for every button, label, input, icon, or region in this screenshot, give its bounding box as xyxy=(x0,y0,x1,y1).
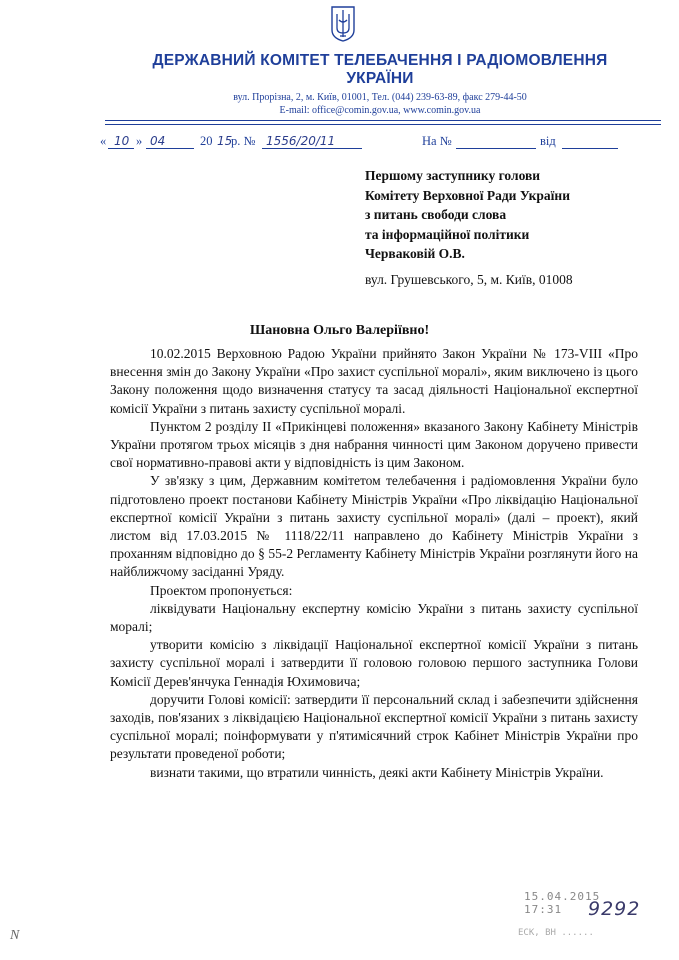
header-divider-thin xyxy=(105,124,661,125)
stamp-number: 9292 xyxy=(588,898,641,920)
organization-name xyxy=(110,52,650,88)
day-underline xyxy=(108,148,134,149)
header-divider xyxy=(105,120,661,121)
coat-of-arms-icon xyxy=(331,6,355,42)
month-underline xyxy=(146,148,194,149)
close-quote: » xyxy=(136,134,143,148)
recipient-line: та інформаційної політики xyxy=(365,226,530,242)
paragraph: Пунктом 2 розділу II «Прикінцеві положення» вказаного Закону Кабінету Міністрів України протягом трьох місяців з дня набрання чинності цим Законом доручено привести свої нормативно-правові акти у відповідність із цим Законом. xyxy=(110,418,638,471)
stamp-code: ЕСК, ВН ...... xyxy=(518,928,594,938)
paragraph: ліквідувати Національну експертну комісію України з питань захисту суспільної моралі; xyxy=(110,600,638,635)
paragraph: 10.02.2015 Верховною Радою України прийнято Закон України № 173-VIII «Про внесення змін до Закону України «Про захист суспільної моралі», яким виключено із цього Закону положення щодо визначення статусу та засад діяльності Національної експертної комісії України з питань захисту суспільної моралі. xyxy=(110,346,638,416)
recipient-address: вул. Грушевського, 5, м. Київ, 01008 xyxy=(365,272,573,287)
recipient-block xyxy=(365,166,665,264)
recipient-line: з питань свободи слова xyxy=(365,207,507,222)
reply-from-label: від xyxy=(540,134,556,148)
reply-date-underline xyxy=(562,148,618,149)
letter-body xyxy=(110,345,638,782)
stamp-date: 15.04.2015 17:31 xyxy=(524,890,601,916)
org-name-line1: ДЕРЖАВНИЙ КОМІТЕТ ТЕЛЕБАЧЕННЯ І РАДІОМОВЛЕННЯ xyxy=(152,52,608,69)
registration-line xyxy=(100,131,620,151)
reg-year-word: р. № xyxy=(231,134,256,148)
paragraph: Проектом пропонується: xyxy=(150,582,293,598)
reg-year-prefix: 20 xyxy=(200,134,213,148)
reply-label: На № xyxy=(422,134,452,148)
reg-day: 10 xyxy=(114,134,130,148)
org-contacts: E-mail: office@comin.gov.ua, www.comin.gov.ua xyxy=(279,105,481,116)
number-underline xyxy=(262,148,362,149)
paragraph: утворити комісію з ліквідації Національної експертної комісії України з питань захисту суспільної моралі і затвердити її головою головою першого заступника Голови Комісії Дерев'янчука Геннадія Юхимовича; xyxy=(110,637,638,689)
margin-mark: N xyxy=(10,928,20,943)
paragraph: доручити Голові комісії: затвердити її персональний склад і забезпечити здійснення заходів, пов'язаних з ліквідацією Національної експертної комісії України з питань захисту суспільної моралі; поінформувати у п'ятимісячний строк Кабінет Міністрів України про результати проведеної роботи; xyxy=(110,691,638,762)
reg-month: 04 xyxy=(150,134,166,148)
org-address: вул. Прорізна, 2, м. Київ, 01001, Тел. (044) 239-63-89, факс 279-44-50 xyxy=(233,92,527,103)
incoming-stamp xyxy=(512,888,644,946)
reg-number: 1556/20/11 xyxy=(266,134,336,148)
open-quote: « xyxy=(100,134,107,148)
org-name-line2: УКРАЇНИ xyxy=(346,70,414,87)
paragraph: У зв'язку з цим, Державним комітетом телебачення і радіомовлення України було підготовлено проект постанови Кабінету Міністрів України «Про ліквідацію Національної експертної комісії України з питань захисту суспільної моралі» (далі – проект), який листом від 17.03.2015 № 1118/22/11 направлено до Кабінету Міністрів України з проханням відповідно до § 55-2 Регламенту Кабінету Міністрів України розглянути його на найближчому засіданні Уряду. xyxy=(110,473,638,580)
salutation: Шановна Ольго Валеріївно! xyxy=(249,323,430,338)
recipient-line: Черваковій О.В. xyxy=(365,246,465,261)
reg-year-suffix: 15 xyxy=(217,134,233,148)
paragraph: визнати такими, що втратили чинність, деякі акти Кабінету Міністрів України. xyxy=(150,764,604,780)
reply-number-underline xyxy=(456,148,536,149)
recipient-line: Комітету Верховної Ради України xyxy=(365,187,570,203)
recipient-line: Першому заступнику голови xyxy=(365,168,541,183)
